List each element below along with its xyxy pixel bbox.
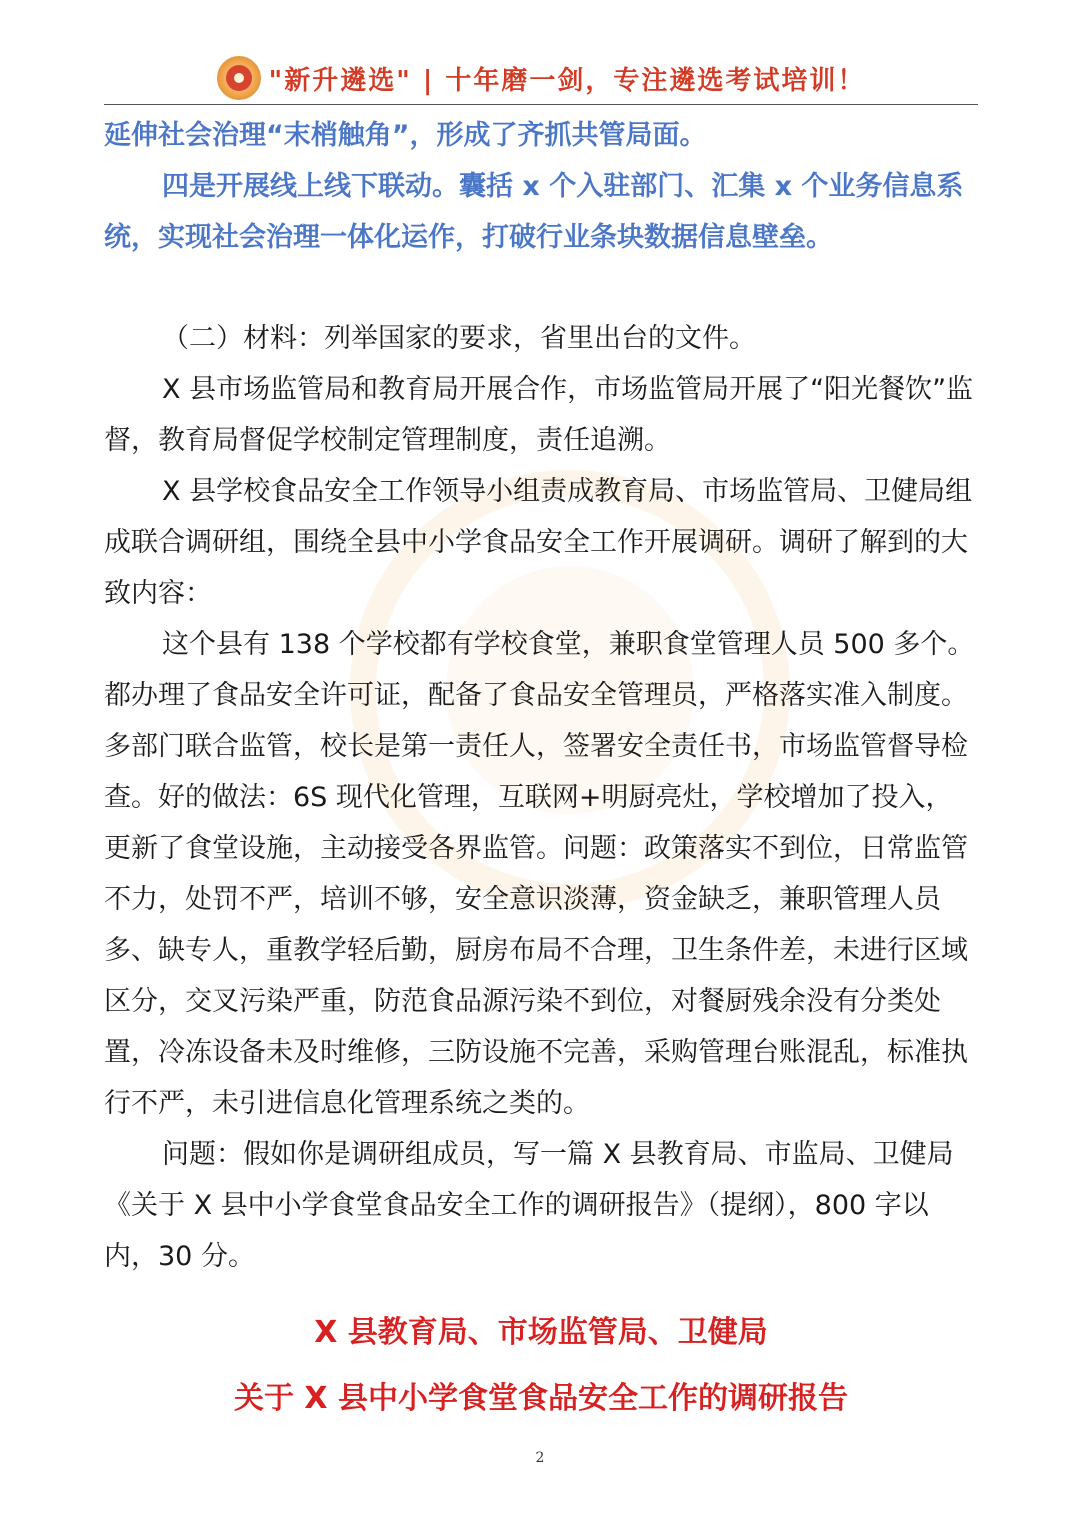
question-paragraph: 问题：假如你是调研组成员，写一篇 X 县教育局、市监局、卫健局《关于 X 县中小学食堂食品安全工作的调研报告》（提纲），800 字以内，30 分。: [104, 1139, 954, 1272]
continued-paragraph: 延伸社会治理“末梢触角”，形成了齐抓共管局面。: [104, 120, 707, 151]
document-body: [104, 110, 978, 1432]
material-paragraph-3: 这个县有 138 个学校都有学校食堂，兼职食堂管理人员 500 多个。都办理了食品安全许可证，配备了食品安全管理员，严格落实准入制度。多部门联合监管，校长是第一责任人，签署安全责任书，市场监管督导检查。好的做法：6S 现代化管理，互联网+明厨亮灶，学校增加了投入，更新了食堂设施，主动接受各界监管。问题：政策落实不到位，日常监管不力，处罚不严，培训不够，安全意识淡薄，资金缺乏，兼职管理人员多、缺专人，重教学轻后勤，厨房布局不合理，卫生条件差，未进行区域区分，交叉污染严重，防范食品源污染不到位，对餐厨残余没有分类处置，冷冻设备未及时维修，三防设施不完善，采购管理台账混乱，标准执行不严，未引进信息化管理系统之类的。: [104, 629, 975, 1119]
section-heading: （二）材料：列举国家的要求，省里出台的文件。: [162, 323, 756, 354]
page-header: [104, 52, 978, 105]
report-title-line-1: X 县教育局、市场监管局、卫健局: [314, 1315, 768, 1350]
page-number: 2: [535, 1450, 545, 1466]
material-paragraph-2: X 县学校食品安全工作领导小组责成教育局、市场监管局、卫健局组成联合调研组，围绕全县中小学食品安全工作开展调研。调研了解到的大致内容：: [104, 476, 973, 609]
report-title-line-2: 关于 X 县中小学食堂食品安全工作的调研报告: [233, 1381, 849, 1416]
logo-icon: [217, 56, 261, 100]
material-paragraph-1: X 县市场监管局和教育局开展合作，市场监管局开展了“阳光餐饮”监督，教育局督促学校制定管理制度，责任追溯。: [104, 374, 974, 456]
point-four-paragraph: 四是开展线上线下联动。囊括 x 个入驻部门、汇集 x 个业务信息系统，实现社会治理一体化运作，打破行业条块数据信息壁垒。: [104, 171, 964, 253]
header-tagline: "新升遴选" | 十年磨一剑，专注遴选考试培训！: [268, 65, 866, 96]
